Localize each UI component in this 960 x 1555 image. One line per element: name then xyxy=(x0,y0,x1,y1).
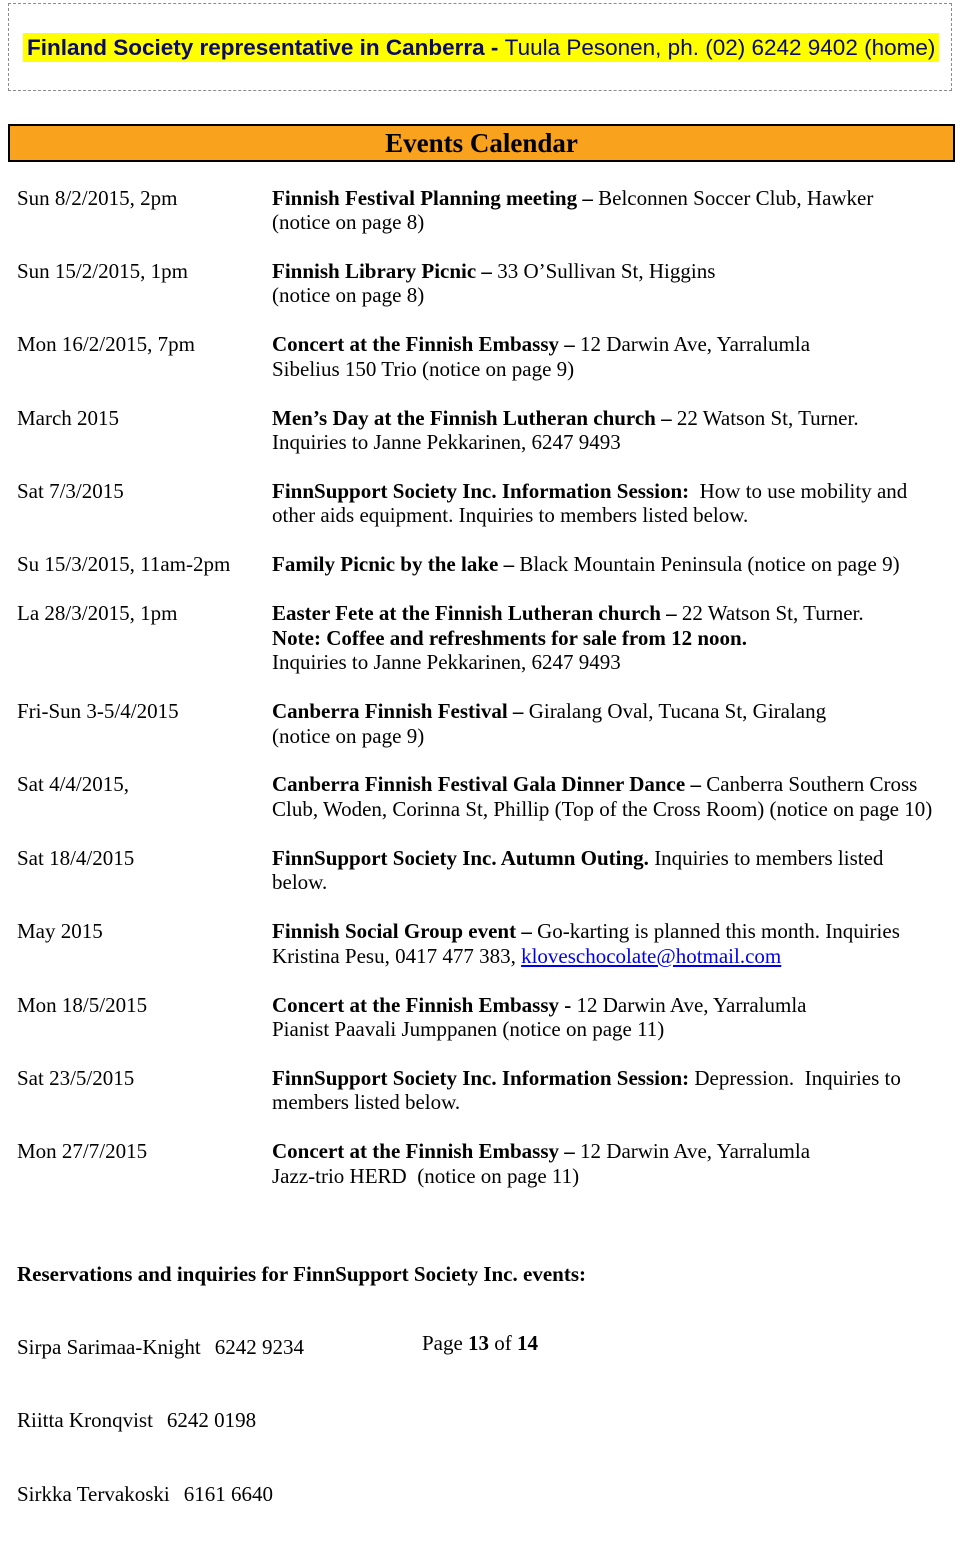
event-detail-line xyxy=(272,626,960,650)
event-row xyxy=(0,993,960,1042)
event-detail-line xyxy=(272,210,960,234)
event-title: Easter Fete at the Finnish Lutheran church – xyxy=(272,601,682,626)
event-title: FinnSupport Society Inc. Information Session: xyxy=(272,1065,690,1090)
event-detail-text: members listed below. xyxy=(272,1090,461,1115)
event-row xyxy=(0,772,960,821)
event-detail-text: 22 Watson St, Turner. xyxy=(676,405,859,430)
event-detail-text: 33 O’Sullivan St, Higgins xyxy=(497,258,716,283)
current-page-number: 13 xyxy=(468,1331,490,1355)
event-details xyxy=(272,259,960,308)
event-row xyxy=(0,919,960,968)
reservations-heading: Reservations and inquiries for FinnSupport Society Inc. events: xyxy=(17,1261,586,1286)
event-detail-line xyxy=(272,357,960,381)
contact-name: Sirkka Tervakoski xyxy=(17,1481,170,1506)
event-detail-text: (notice on page 8) xyxy=(272,210,425,235)
event-detail-line xyxy=(272,406,960,430)
event-date: Mon 27/7/2015 xyxy=(17,1139,148,1164)
event-detail-text: Black Mountain Peninsula (notice on page 9) xyxy=(519,552,900,577)
contact-phone: 6242 0198 xyxy=(166,1408,257,1433)
event-row xyxy=(0,479,960,528)
event-date: Sat 18/4/2015 xyxy=(17,845,135,870)
event-title: Family Picnic by the lake – xyxy=(272,552,520,577)
event-detail-line xyxy=(272,699,960,723)
event-detail-text: How to use mobility and xyxy=(689,479,908,504)
event-detail-line xyxy=(272,601,960,625)
event-detail-line xyxy=(272,186,960,210)
page-number xyxy=(0,1331,960,1355)
event-detail-text: Kristina Pesu, 0417 477 383, xyxy=(272,943,522,968)
event-detail-line xyxy=(272,1139,960,1163)
event-detail-text: Pianist Paavali Jumppanen (notice on page 11) xyxy=(272,1017,665,1041)
event-title: Concert at the Finnish Embassy – xyxy=(272,332,581,357)
event-detail-line xyxy=(272,503,960,527)
event-detail-line xyxy=(272,797,960,821)
event-detail-text: below. xyxy=(272,870,328,895)
event-row xyxy=(0,552,960,576)
event-row xyxy=(0,259,960,308)
event-detail-text: Inquiries to members listed xyxy=(648,845,884,870)
event-detail-line xyxy=(272,944,960,968)
event-detail-text: 22 Watson St, Turner. xyxy=(681,601,864,626)
event-detail-line xyxy=(272,870,960,894)
event-details xyxy=(272,919,960,968)
page-word: Page xyxy=(421,1331,463,1355)
event-detail-line xyxy=(272,919,960,943)
event-details xyxy=(272,186,960,235)
event-details xyxy=(272,406,960,455)
event-date: Mon 18/5/2015 xyxy=(17,992,148,1017)
event-title: Canberra Finnish Festival – xyxy=(272,699,529,724)
event-details xyxy=(272,699,960,748)
events-calendar-title: Events Calendar xyxy=(8,124,955,162)
event-emphasis-text: Note: Coffee and refreshments for sale from 12 noon. xyxy=(272,625,747,650)
event-detail-line xyxy=(272,552,960,576)
banner-label: Finland Society representative in Canberra - xyxy=(27,35,505,60)
event-title: FinnSupport Society Inc. Information Session: xyxy=(272,479,690,504)
event-detail-text: other aids equipment. Inquiries to members listed below. xyxy=(272,503,749,528)
event-date: Su 15/3/2015, 11am-2pm xyxy=(17,552,231,577)
event-detail-text: Canberra Southern Cross xyxy=(706,772,918,797)
event-detail-text: Inquiries to Janne Pekkarinen, 6247 9493 xyxy=(272,650,621,675)
event-detail-text: Jazz-trio HERD (notice on page 11) xyxy=(272,1163,580,1188)
event-detail-text: Depression. Inquiries to xyxy=(689,1065,901,1090)
contact-phone: 6242 9234 xyxy=(214,1334,304,1359)
event-detail-line xyxy=(272,332,960,356)
contact-row xyxy=(17,1408,960,1432)
event-detail-text: (notice on page 8) xyxy=(272,283,425,308)
event-detail-text: Giralang Oval, Tucana St, Giralang xyxy=(528,699,827,724)
event-title: Concert at the Finnish Embassy - xyxy=(272,992,577,1017)
event-detail-text: 12 Darwin Ave, Yarralumla xyxy=(580,332,811,357)
contact-phone: 6161 6640 xyxy=(183,1481,273,1506)
event-detail-text: 12 Darwin Ave, Yarralumla xyxy=(580,1139,811,1164)
event-detail-text: 12 Darwin Ave, Yarralumla xyxy=(576,992,807,1017)
event-detail-line xyxy=(272,1164,960,1188)
event-detail-line xyxy=(272,479,960,503)
event-detail-text: Inquiries to Janne Pekkarinen, 6247 9493 xyxy=(272,430,621,455)
event-row xyxy=(0,601,960,674)
event-detail-line xyxy=(272,650,960,674)
event-details xyxy=(272,479,960,528)
event-date: Fri-Sun 3-5/4/2015 xyxy=(17,699,179,724)
event-date: May 2015 xyxy=(17,919,103,944)
event-detail-line xyxy=(272,724,960,748)
event-date: March 2015 xyxy=(17,405,120,430)
event-row xyxy=(0,332,960,381)
event-date: Sat 4/4/2015, xyxy=(17,772,130,797)
event-date: La 28/3/2015, 1pm xyxy=(17,601,178,626)
representative-banner-frame xyxy=(8,3,952,91)
event-details xyxy=(272,1066,960,1115)
event-detail-text: (notice on page 9) xyxy=(272,723,425,748)
event-row xyxy=(0,186,960,235)
event-date: Sat 7/3/2015 xyxy=(17,479,124,504)
event-details xyxy=(272,993,960,1042)
event-title: Men’s Day at the Finnish Lutheran church – xyxy=(272,405,677,430)
email-link[interactable]: kloveschocolate@hotmail.com xyxy=(521,943,782,968)
total-pages-number: 14 xyxy=(517,1331,539,1355)
event-detail-text: Sibelius 150 Trio (notice on page 9) xyxy=(272,356,575,381)
event-detail-line xyxy=(272,1066,960,1090)
event-row xyxy=(0,406,960,455)
event-row xyxy=(0,1139,960,1188)
representative-banner xyxy=(23,33,939,62)
event-detail-line xyxy=(272,283,960,307)
event-detail-line xyxy=(272,846,960,870)
event-detail-line xyxy=(272,772,960,796)
event-detail-line xyxy=(272,1090,960,1114)
event-details xyxy=(272,601,960,674)
event-date: Sun 8/2/2015, 2pm xyxy=(17,185,178,210)
event-detail-line xyxy=(272,993,960,1017)
event-detail-text: Belconnen Soccer Club, Hawker xyxy=(598,185,874,210)
event-title: FinnSupport Society Inc. Autumn Outing. xyxy=(272,845,649,870)
event-row xyxy=(0,699,960,748)
contact-row xyxy=(17,1482,960,1506)
event-details xyxy=(272,846,960,895)
event-title: Finnish Library Picnic – xyxy=(272,258,498,283)
event-details xyxy=(272,332,960,381)
event-detail-line xyxy=(272,1017,960,1041)
event-details xyxy=(272,1139,960,1188)
event-detail-line xyxy=(272,430,960,454)
event-title: Finnish Festival Planning meeting – xyxy=(272,185,599,210)
event-detail-text: Go-karting is planned this month. Inquiries xyxy=(537,919,900,944)
event-detail-text: Club, Woden, Corinna St, Phillip (Top of the Cross Room) (notice on page 10) xyxy=(272,796,933,821)
event-date: Mon 16/2/2015, 7pm xyxy=(17,332,195,357)
contact-name: Riitta Kronqvist xyxy=(17,1408,153,1433)
event-title: Concert at the Finnish Embassy – xyxy=(272,1139,581,1164)
event-details xyxy=(272,552,960,576)
event-title: Finnish Social Group event – xyxy=(272,919,538,944)
event-date: Sun 15/2/2015, 1pm xyxy=(17,258,188,283)
event-row xyxy=(0,846,960,895)
event-date: Sat 23/5/2015 xyxy=(17,1065,135,1090)
event-detail-line xyxy=(272,259,960,283)
event-details xyxy=(272,772,960,821)
contact-name: Sirpa Sarimaa-Knight xyxy=(17,1334,201,1359)
reservations xyxy=(0,1213,960,1555)
of-word: of xyxy=(494,1331,512,1355)
event-title: Canberra Finnish Festival Gala Dinner Dance – xyxy=(272,772,707,797)
event-row xyxy=(0,1066,960,1115)
banner-contact: Tuula Pesonen, ph. (02) 6242 9402 (home) xyxy=(504,35,936,60)
event-list xyxy=(0,186,960,1189)
